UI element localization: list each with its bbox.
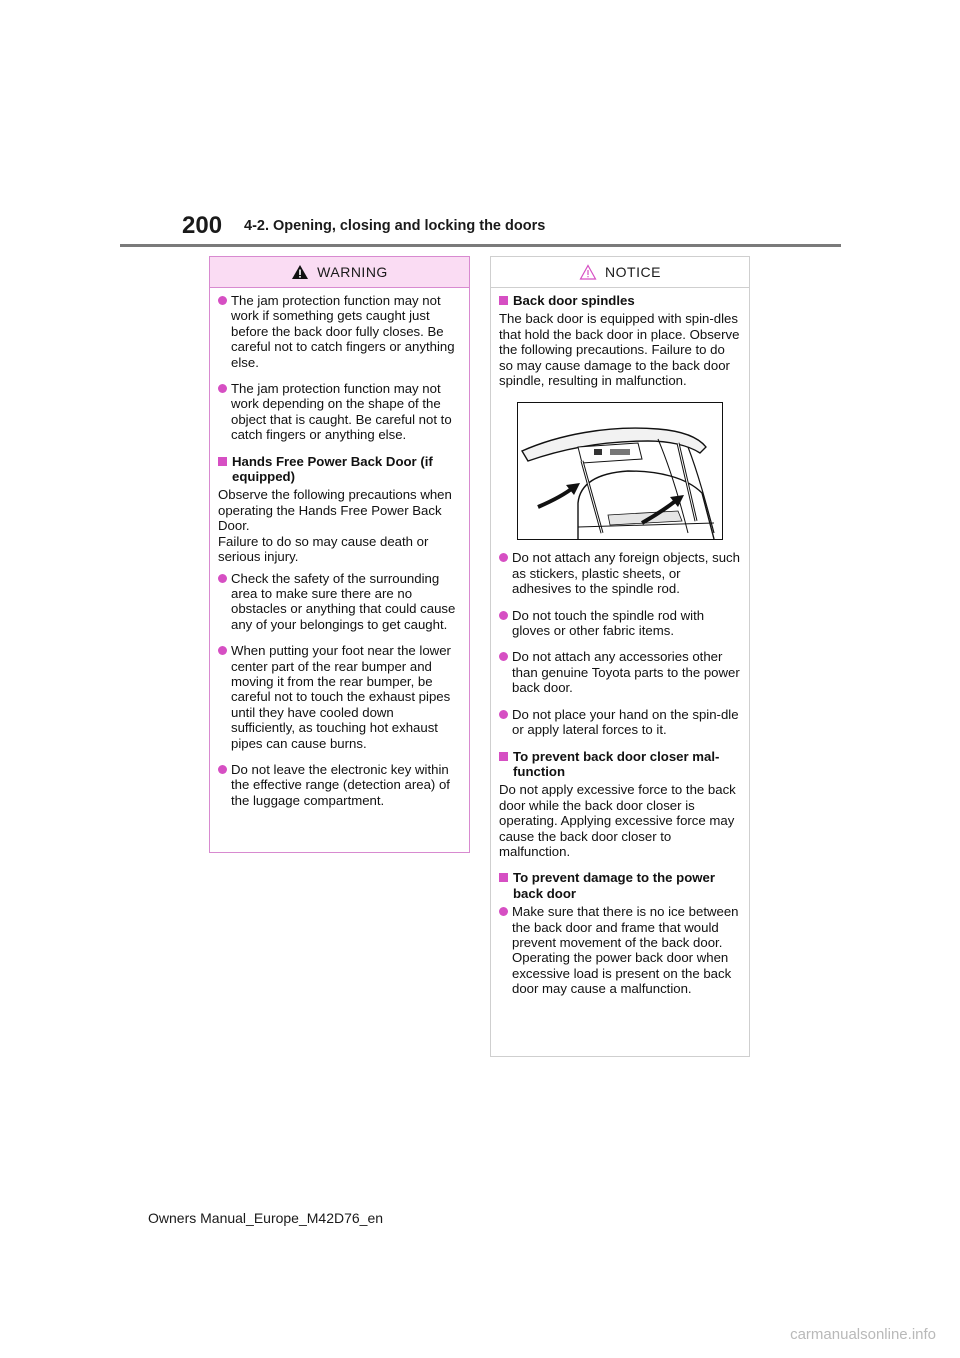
bullet-icon — [499, 710, 508, 719]
paragraph: Observe the following precautions when operating the Hands Free Power Back Door. Failure to do so may cause death or serious injury. — [218, 487, 452, 565]
square-bullet-icon — [218, 457, 227, 466]
list-item: Make sure that there is no ice between the back door and frame that would prevent movement of the back door. Operating the power back door when excessive load is present on the back door may cause a malfunction. — [499, 904, 741, 996]
list-item: Do not attach any accessories other than genuine Toyota parts to the power back door. — [499, 649, 741, 695]
list-item: Do not touch the spindle rod with gloves or other fabric items. — [499, 608, 741, 639]
subheading: Hands Free Power Back Door (if equipped) — [218, 454, 461, 485]
back-door-spindle-illustration — [517, 402, 723, 540]
warning-body — [210, 288, 469, 808]
bullet-icon — [218, 646, 227, 655]
page-number: 200 — [182, 212, 223, 239]
header-divider — [120, 244, 841, 247]
list-item: Do not place your hand on the spin-dle or apply lateral forces to it. — [499, 707, 741, 738]
list-item: Check the safety of the surrounding area to make sure there are no obstacles or anything that could cause any of your belongings to get caught. — [218, 571, 461, 633]
square-bullet-icon — [499, 752, 508, 761]
list-item: When putting your foot near the lower center part of the rear bumper and moving it from the rear bumper, be careful not to touch the exhaust pipes until they have cooled down sufficiently, as touching hot exhaust pipes can cause burns. — [218, 643, 461, 751]
square-bullet-icon — [499, 873, 508, 882]
bullet-icon — [499, 611, 508, 620]
subheading: To prevent back door closer mal-function — [499, 749, 741, 780]
bullet-icon — [499, 907, 508, 916]
bullet-icon — [218, 296, 227, 305]
warning-header — [210, 257, 469, 288]
notice-box — [490, 256, 750, 1057]
paragraph: The back door is equipped with spin-dles that hold the back door in place. Observe the following precautions. Failure to do so may cause damage to the back door spindle, resulting in malfunction. — [499, 311, 740, 389]
bullet-icon — [218, 574, 227, 583]
warning-title: WARNING — [317, 264, 388, 280]
watermark: carmanualsonline.info — [790, 1326, 936, 1343]
spindle-diagram — [518, 403, 722, 539]
bullet-icon — [499, 553, 508, 562]
notice-body — [491, 288, 749, 997]
subheading: To prevent damage to the power back door — [499, 870, 741, 901]
warning-box — [209, 256, 470, 853]
notice-triangle-icon — [579, 264, 597, 280]
notice-header — [491, 257, 749, 288]
warning-triangle-icon — [291, 264, 309, 280]
section-title: 4-2. Opening, closing and locking the doors — [244, 218, 546, 234]
list-item: The jam protection function may not work depending on the shape of the object that is caught. Be careful not to catch fingers or anything else. — [218, 381, 461, 443]
footer-doc-id: Owners Manual_Europe_M42D76_en — [148, 1210, 384, 1226]
notice-title: NOTICE — [605, 264, 661, 280]
bullet-icon — [499, 652, 508, 661]
bullet-icon — [218, 384, 227, 393]
list-item: Do not leave the electronic key within the effective range (detection area) of the luggage compartment. — [218, 762, 461, 808]
list-item: Do not attach any foreign objects, such as stickers, plastic sheets, or adhesives to the spindle rod. — [499, 550, 741, 596]
subheading: Back door spindles — [499, 293, 741, 308]
square-bullet-icon — [499, 296, 508, 305]
bullet-icon — [218, 765, 227, 774]
list-item: The jam protection function may not work if something gets caught just before the back door fully closes. Be careful not to catch fingers or anything else. — [218, 293, 461, 370]
paragraph: Do not apply excessive force to the back door while the back door closer is operating. Applying excessive force may cause the back door closer to malfunction. — [499, 782, 736, 859]
